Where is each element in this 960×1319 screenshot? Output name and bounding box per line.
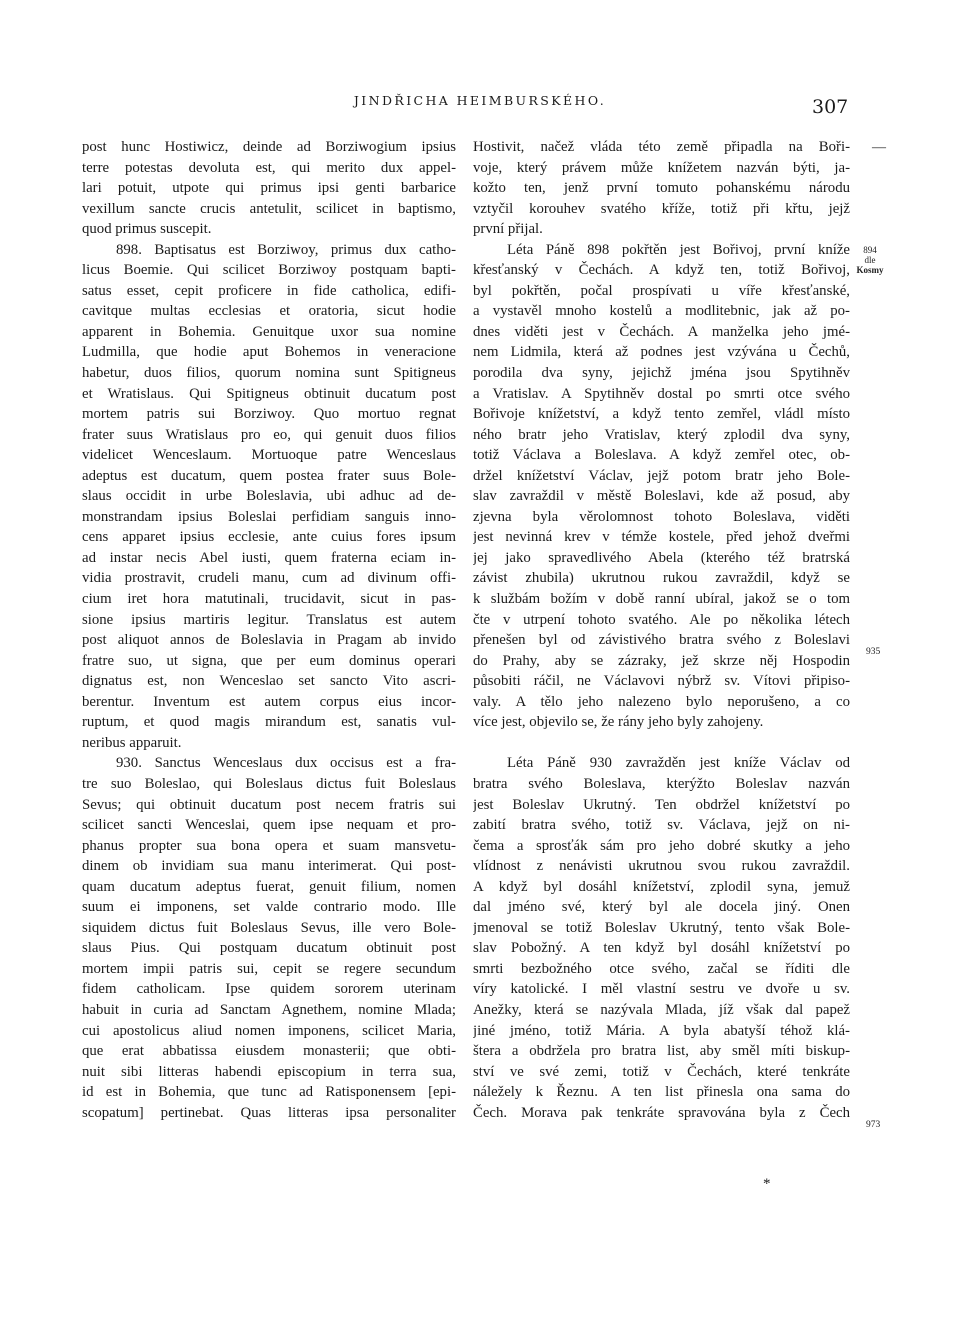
czech-text-column — [473, 137, 850, 1123]
text-line: Léta Páně 898 pokřtěn jest Bořivoj, první kníže — [507, 241, 850, 258]
page-number: 307 — [812, 96, 849, 118]
text-line: jiné jméno, totiž Mária. A byla abatyší téhož klá- — [473, 1022, 850, 1039]
text-line: Ludmilla, que hodie aput Bohemos in veneracione — [82, 344, 456, 361]
text-line: dignatus est, non Wenceslao set sancto Vito ascri- — [82, 673, 456, 690]
text-line: id est in Bohemia, que tunc ad Ratisponensem [epi- — [82, 1084, 456, 1101]
text-line: vexillum sancte crucis antetulit, scilicet in baptismo, — [82, 200, 456, 217]
text-line: přenešen byl od závistivého bratra svého z Boleslavi — [473, 632, 850, 649]
margin-dash: — — [872, 140, 886, 155]
text-line: tre suo Boleslao, qui Boleslaus dictus fuit Boleslaus — [82, 775, 456, 792]
text-line: siquidem dictus fuit Boleslaus Sevus, ille vero Bole- — [82, 919, 456, 936]
text-line: voje, který právem může knížetem nazván býti, ja- — [473, 159, 850, 176]
text-line: jej jako spravedlivého Abela (kterého též bratrská — [473, 549, 850, 566]
text-line: náležely k Řeznu. A ten list přinesla ona sama do — [473, 1084, 850, 1101]
text-line: post aliquot annos de Boleslavia in Pragam ab invido — [82, 632, 456, 649]
text-line: 898. Baptisatus est Borziwoy, primus dux catho- — [116, 241, 456, 258]
text-line: jmenoval se totiž Boleslav Ukrutný, tento však Bole- — [473, 919, 850, 936]
text-line: terre potestas devoluta est, qui merito dux appel- — [82, 159, 456, 176]
text-line: Anežky, která se nazývala Mlada, jíž však dal papež — [473, 1001, 850, 1018]
text-line: kožto ten, jenž první tomuto pohanskému národu — [473, 180, 850, 197]
margin-note-935: 935 — [866, 647, 881, 657]
text-line: ruptum, et quod magis mirandum est, sanatis vul- — [82, 714, 456, 731]
text-line: berentur. Inventum est autem corpus eius incor- — [82, 693, 456, 710]
text-line: 930. Sanctus Wenceslaus dux occisus est a fra- — [116, 755, 456, 772]
footer-asterisk: * — [763, 1176, 771, 1192]
text-line: zabití bratra svého, totiž sv. Václava, jejž on ni- — [473, 817, 850, 834]
text-line: valy. A tělo jeho nalezeno bylo neporušeno, a co — [473, 693, 850, 710]
text-line: phanus propter sua bona opera et suam mansvetu- — [82, 837, 456, 854]
text-line: cens apparet ipsius ecclesie, ante cuius fores ipsum — [82, 529, 456, 546]
text-line: que erat abbatissa eiusdem monasterii; que obti- — [82, 1043, 456, 1060]
text-line: adeptus est ducatum, quem postea frater suus Bole- — [82, 467, 456, 484]
margin-note-894-kosmy: Kosmy — [856, 265, 884, 275]
text-line: slaus occidit in urbe Boleslavia, ubi adhuc ad de- — [82, 488, 456, 505]
text-line: cavitque multas ecclesias et oratoria, sicut hodie — [82, 303, 456, 320]
text-line: videlicet Wenceslaum. Mortuoque patre Wenceslaus — [82, 447, 456, 464]
text-line: závist zhubila) ukrutnou rukou zavraždil, když se — [473, 570, 850, 587]
margin-note-973: 973 — [866, 1120, 881, 1130]
text-line: suum ei imponens, set valde contrario modo. Ille — [82, 899, 456, 916]
text-line: licus Boemie. Qui scilicet Borziwoy postquam bapti- — [82, 262, 456, 279]
text-line: čte v utrpení tohoto svatého. Ale po několika létech — [473, 611, 850, 628]
text-line: jest Boleslav Ukrutný. Ten obdržel knížetství po — [473, 796, 850, 813]
text-line: dnes viděti jest v Čechách. A manželka jeho jmé- — [473, 323, 850, 340]
text-line: dinem ob invidiam sua manu interimerat. Qui post- — [82, 858, 456, 875]
text-line: a vystavěl mnoho kostelů a modlitebnic, jak až po- — [473, 303, 850, 320]
margin-note-894-dle: dle — [864, 255, 876, 265]
text-line: vlídnost z nenávisti ukrutnou svou rukou zavraždil. — [473, 858, 850, 875]
text-line: porodila dva syny, jejichž jména jsou Spytihněv — [473, 365, 850, 382]
text-line: apparent in Bohemia. Genuitque uxor sua nomine — [82, 323, 456, 340]
text-line: mortem impii patris sui, cepit se regere secundum — [82, 960, 456, 977]
text-line: první přijal. — [473, 221, 543, 238]
text-line: k službám božím v době ranní ubíral, jakož se o tom — [473, 591, 850, 608]
text-line: vidia prostravit, crudeli manu, cum ad divinum offi- — [82, 570, 456, 587]
text-line: držel knížetství Václav, jejž potom bratr jeho Bole- — [473, 467, 850, 484]
text-line: zjevna byla věrolomnost tohoto Boleslava, viděti — [473, 508, 850, 525]
text-line: Čech. Morava pak tenkráte spravována byla z Čech — [473, 1104, 850, 1121]
text-line: slaus Pius. Qui postquam ducatum obtinuit post — [82, 940, 456, 957]
text-line: dal jméno své, který byl ale docela jiný. Onen — [473, 899, 850, 916]
text-line: A když byl dosáhl knížetství, zplodil syna, jemuž — [473, 878, 850, 895]
text-line: nuit sibi litteras habendi episcopium in terra sua, — [82, 1063, 456, 1080]
text-line: lari potuit, utpote qui primus ipsi genti barbarice — [82, 180, 456, 197]
text-line: scopatum] pertinebat. Quas litteras ipsa personaliter — [82, 1104, 456, 1121]
text-line: frater suus Wratislaus pro eo, qui genuit duos filios — [82, 426, 456, 443]
text-line: víry katolické. I měl vlastní sestru ve dvoře u sv. — [473, 981, 850, 998]
text-line: bratra svého Boleslava, kterýžto Boleslav nazván — [473, 775, 850, 792]
text-line: Bořivoje knížetství, a když tento zemřel, vládl místo — [473, 406, 850, 423]
text-line: křesťanský v Čechách. A když ten, totiž Bořivoj, — [473, 262, 850, 279]
paragraph-gap — [473, 733, 850, 754]
latin-text-column — [82, 137, 456, 1123]
text-line: totiž Václava a Boleslava. A když zemřel otec, ob- — [473, 447, 850, 464]
text-line: sione ipsius martiris legitur. Translatus est autem — [82, 611, 456, 628]
text-line: vztyčil korouhev svatého kříže, totiž při křtu, jejž — [473, 200, 850, 217]
text-line: neribus apparuit. — [82, 734, 182, 751]
running-header: JINDŘICHA HEIMBURSKÉHO. — [353, 93, 607, 108]
text-line: do Prahy, aby se zázraky, jež skrze něj Hospodin — [473, 652, 850, 669]
text-line: nem Lidmila, která až podnes jest vzývána u Čechů, — [473, 344, 850, 361]
text-line: slav zavraždil v městě Boleslavi, kde až posud, aby — [473, 488, 850, 505]
text-line: mortem patris sui Borziwoy. Quo mortuo regnat — [82, 406, 456, 423]
text-line: fratre suo, ut signa, que per eum dominus operari — [82, 652, 456, 669]
text-line: působiti ráčil, ne Václavovi nýbrž sv. Vítovi připiso- — [473, 673, 850, 690]
text-line: cium iret hora matutinali, trucidavit, sicut in pas- — [82, 591, 456, 608]
text-line: ad instar necis Abel iusti, quem fraterna eciam in- — [82, 549, 456, 566]
text-line: smrti bezbožného otce svého, začal se říditi dle — [473, 960, 850, 977]
text-line: post hunc Hostiwicz, deinde ad Borziwogium ipsius — [82, 139, 456, 155]
text-line: monstrandam ipsius Boleslai perfidiam sanguis inno- — [82, 508, 456, 525]
text-line: Sevus; qui obtinuit ducatum post necem fratris sui — [82, 796, 456, 813]
text-line: slav Pobožný. A ten když byl dosáhl knížetství po — [473, 940, 850, 957]
text-line: scilicet sancti Wenceslai, quem ipse nequam et pro- — [82, 817, 456, 834]
text-line: a Vratislav. A Spytihněv dostal po smrti otce svého — [473, 385, 850, 402]
margin-note-894 — [855, 245, 885, 275]
text-line: čema a sprosťák sám pro jeho dobré skutky a jeho — [473, 837, 850, 854]
text-line: cui apostolicus aliud nomen imponens, scilicet Maria, — [82, 1022, 456, 1039]
text-line: ného bratr jeho Vratislav, který zplodil dva syny, — [473, 426, 850, 443]
text-line: habetur, duos filios, quorum nomina sunt Spitigneus — [82, 365, 456, 382]
text-line: satus esset, cepit proficere in fide catholica, edifi- — [82, 282, 456, 299]
text-line: habuit in curia ad Sanctam Agnethem, nomine Mlada; — [82, 1001, 456, 1018]
text-line: et Wratislaus. Qui Spitigneus obtinuit ducatum post — [82, 385, 456, 402]
text-line: quam ducatum adeptus fuerat, genuit filium, nomen — [82, 878, 456, 895]
text-line: jest nevinná krev v témže kostele, před jehož dveřmi — [473, 529, 850, 546]
text-line: fidem catholicam. Ipse quidem sororem uterinam — [82, 981, 456, 998]
text-line: byl pokřtěn, počal prospívati u víře křesťanské, — [473, 282, 850, 299]
text-line: quod primus suscepit. — [82, 221, 212, 238]
text-line: Léta Páně 930 zavražděn jest kníže Václav od — [507, 755, 850, 772]
margin-note-894-year: 894 — [863, 245, 877, 255]
text-line: štera a obdržela pro bratra list, aby směl míti biskup- — [473, 1043, 850, 1060]
text-line: více jest, objevilo se, že rány jeho byly zahojeny. — [473, 714, 764, 731]
text-line: Hostivit, načež vláda této země připadla na Boři- — [473, 139, 850, 155]
text-line: ství ve své zemi, totiž v Čechách, které tenkráte — [473, 1063, 850, 1080]
